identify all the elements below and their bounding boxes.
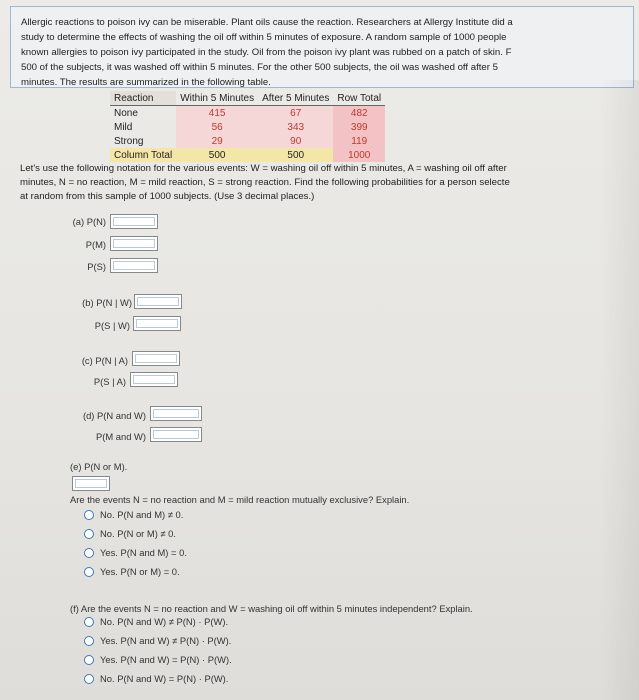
label-a-ps: P(S) [87, 261, 106, 272]
table-cell: 56 [176, 120, 258, 134]
answer-a-pm-input[interactable] [110, 236, 158, 251]
answer-a-ps-input[interactable] [110, 258, 158, 273]
answer-c-pna-input[interactable] [132, 351, 180, 366]
answer-b-pnw-input[interactable] [134, 294, 182, 309]
table-cell: 67 [258, 106, 333, 121]
label-b-psw: P(S | W) [94, 320, 130, 331]
option-e-1-label: No. P(N and M) ≠ 0. [100, 509, 184, 520]
option-e-3-label: Yes. P(N and M) = 0. [100, 547, 187, 558]
answer-e-pnorm-input[interactable] [72, 476, 110, 491]
radio-f-option-3[interactable] [84, 655, 94, 665]
radio-f-option-1[interactable] [84, 617, 94, 627]
notation-text: Let's use the following notation for the various events: W = washing oil off within 5 minutes, A = washing oil off after minutes, N = no reaction, M = mild reaction, S = strong reaction. Find the following probabilities for a person selecte at random from this sample of 1000 subjects. (Use 3 decimal places.) [20, 163, 510, 202]
question-f: (f) Are the events N = no reaction and W = washing oil off within 5 minutes independent? Explain. [70, 603, 473, 614]
option-f-3-label: Yes. P(N and W) = P(N) · P(W). [100, 654, 232, 665]
table-cell: 1000 [333, 148, 385, 162]
table-cell: 415 [176, 106, 258, 121]
answer-a-pn-input[interactable] [110, 214, 158, 229]
results-table [110, 91, 385, 162]
table-cell: 500 [258, 148, 333, 162]
option-e-2-label: No. P(N or M) ≠ 0. [100, 528, 176, 539]
table-row-total [110, 148, 385, 162]
radio-f-option-4[interactable] [84, 674, 94, 684]
label-a-pm: P(M) [85, 239, 106, 250]
row-label: Column Total [110, 148, 176, 162]
table-cell: 482 [333, 106, 385, 121]
table-cell: 500 [176, 148, 258, 162]
table-cell: 119 [333, 134, 385, 148]
radio-e-option-2[interactable] [84, 529, 94, 539]
answer-d-pnandw-input[interactable] [150, 406, 202, 421]
header-reaction: Reaction [110, 91, 176, 106]
radio-e-option-3[interactable] [84, 548, 94, 558]
label-c-pna: (c) P(N | A) [81, 355, 128, 366]
label-c-psa: P(S | A) [93, 376, 126, 387]
table-row [110, 120, 385, 134]
label-a-pn: (a) P(N) [72, 216, 106, 227]
table-header-row [110, 91, 385, 106]
radio-f-option-2[interactable] [84, 636, 94, 646]
label-b-pnw: (b) P(N | W) [82, 297, 132, 308]
page-shadow [599, 80, 639, 700]
answer-c-psa-input[interactable] [130, 372, 178, 387]
table-cell: 29 [176, 134, 258, 148]
header-within: Within 5 Minutes [176, 91, 258, 106]
table-row [110, 106, 385, 121]
table-row [110, 134, 385, 148]
row-label: Strong [114, 135, 144, 147]
option-f-2-label: Yes. P(N and W) ≠ P(N) · P(W). [100, 635, 232, 646]
label-d-pnandw: (d) P(N and W) [82, 410, 146, 421]
answer-d-pmandw-input[interactable] [150, 427, 202, 442]
row-label: None [114, 107, 138, 119]
table-cell: 343 [258, 120, 333, 134]
problem-statement: Allergic reactions to poison ivy can be miserable. Plant oils cause the reaction. Researchers at Allergy Institute did a study to determine the effects of washing the oil off within 5 minutes of exposure. A random sample of 1000 people known allergies to poison ivy participated in the study. Oil from the poison ivy plant was rubbed on a patch of skin. F 500 of the subjects, it was washed off within 5 minutes. For the other 500 subjects, the oil was washed off after 5 minutes. The results are summarized in the following table. [21, 17, 513, 88]
radio-e-option-4[interactable] [84, 567, 94, 577]
label-e-pnorm: (e) P(N or M). [70, 461, 128, 472]
table-cell: 90 [258, 134, 333, 148]
label-d-pmandw: P(M and W) [95, 431, 146, 442]
radio-e-option-1[interactable] [84, 510, 94, 520]
option-e-4-label: Yes. P(N or M) = 0. [100, 566, 180, 577]
row-label: Mild [114, 121, 133, 133]
option-f-4-label: No. P(N and W) = P(N) · P(W). [100, 673, 229, 684]
answer-b-psw-input[interactable] [133, 316, 181, 331]
header-row-total: Row Total [333, 91, 385, 106]
problem-statement-box [10, 6, 634, 88]
option-f-1-label: No. P(N and W) ≠ P(N) · P(W). [100, 616, 229, 627]
header-after: After 5 Minutes [258, 91, 333, 106]
question-e: Are the events N = no reaction and M = mild reaction mutually exclusive? Explain. [70, 494, 410, 505]
table-cell: 399 [333, 120, 385, 134]
